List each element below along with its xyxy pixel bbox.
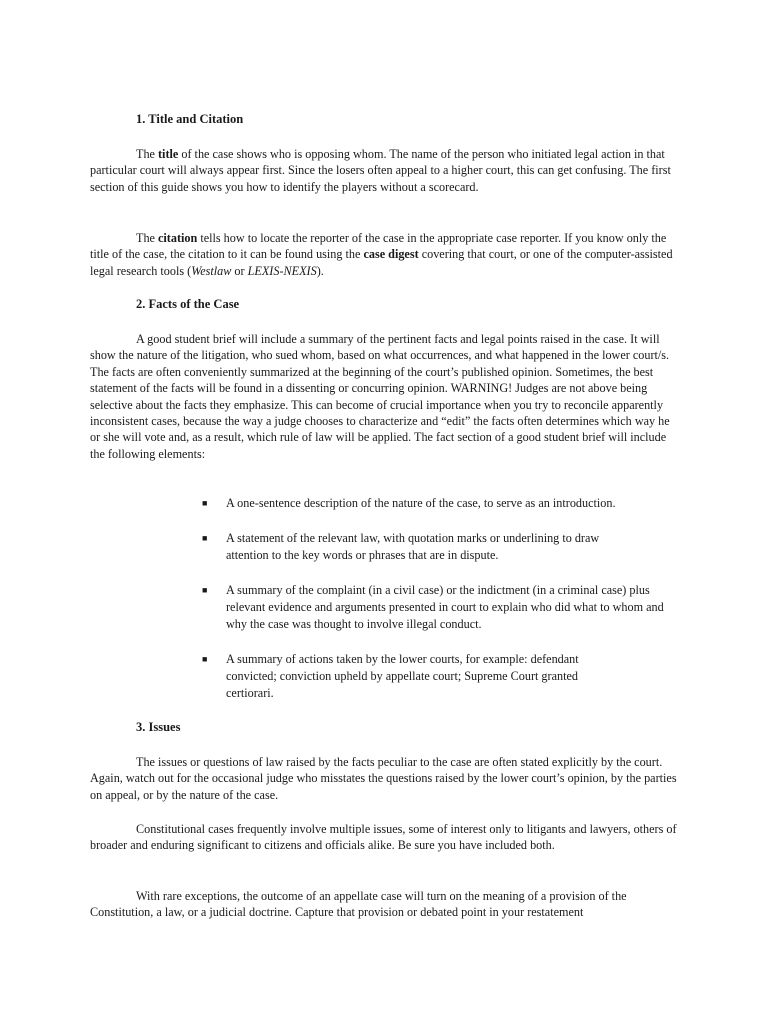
- bullet-icon: ■: [202, 498, 208, 508]
- paragraph-issues-2: Constitutional cases frequently involve multiple issues, some of interest only to litigants and lawyers, others of broader and enduring significant to citizens and officials alike. Be sure you have included both.: [90, 822, 677, 853]
- term-citation: citation: [158, 231, 198, 245]
- paragraph-facts: A good student brief will include a summary of the pertinent facts and legal points raised in the case. It will show the nature of the litigation, who sued whom, based on what occurrences, and what happened in the lower court/s. The facts are often conveniently summarized at the beginning of the court’s published opinion. Sometimes, the best statement of the facts will be found in a dissenting or concurring opinion. WARNING! Judges are not above being selective about the facts they emphasize. This can become of crucial importance when you try to reconcile apparently inconsistent cases, because the way a judge chooses to characterize and “edit” the facts often determines which way he or she will vote and, as a result, which rule of law will be applied. The fact section of a good student brief will include the following elements:: [90, 332, 670, 461]
- term-westlaw: Westlaw: [191, 263, 232, 278]
- list-item: ■ A summary of the complaint (in a civil case) or the indictment (in a criminal case) plus relevant evidence and arguments presented in court to explain who did what to whom and why the case was thought to involve illegal conduct.: [202, 583, 664, 631]
- paragraph-issues-1: The issues or questions of law raised by the facts peculiar to the case are often stated explicitly by the court. Again, watch out for the occasional judge who misstates the questions raised by the lower court’s opinion, by the parties on appeal, or by the nature of the case.: [90, 755, 677, 802]
- section-heading-facts: 2. Facts of the Case: [136, 297, 240, 311]
- section-heading-issues: 3. Issues: [136, 720, 181, 734]
- list-item: ■ A one-sentence description of the nature of the case, to serve as an introduction.: [202, 496, 616, 510]
- bullet-icon: ■: [202, 654, 208, 664]
- section-heading-title-citation: 1. Title and Citation: [136, 112, 244, 126]
- bullet-icon: ■: [202, 533, 208, 543]
- term-title: title: [158, 147, 179, 161]
- term-lexis-nexis: LEXIS-NEXIS: [247, 263, 317, 278]
- paragraph-title: The title of the case shows who is opposing whom. The name of the person who initiated legal action in that particular court will always appear first. Since the losers often appeal to a higher court, this can get confusing. The first section of this guide shows you how to identify the players without a scorecard.: [90, 147, 671, 194]
- paragraph-citation: The citation tells how to locate the reporter of the case in the appropriate case reporter. If you know only the title of the case, the citation to it can be found using the case digest covering that court, or one of the computer-assisted legal research tools (Westlaw or LEXIS-NEXIS).: [90, 231, 673, 278]
- term-case-digest: case digest: [363, 247, 419, 262]
- list-item: ■ A statement of the relevant law, with quotation marks or underlining to draw attention to the key words or phrases that are in dispute.: [202, 531, 600, 562]
- list-item: ■ A summary of actions taken by the lower courts, for example: defendant convicted; conviction upheld by appellate court; Supreme Court granted certiorari.: [202, 652, 579, 700]
- bullet-icon: ■: [202, 585, 208, 595]
- paragraph-issues-3: With rare exceptions, the outcome of an appellate case will turn on the meaning of a provision of the Constitution, a law, or a judicial doctrine. Capture that provision or debated point in your restatement: [90, 889, 627, 920]
